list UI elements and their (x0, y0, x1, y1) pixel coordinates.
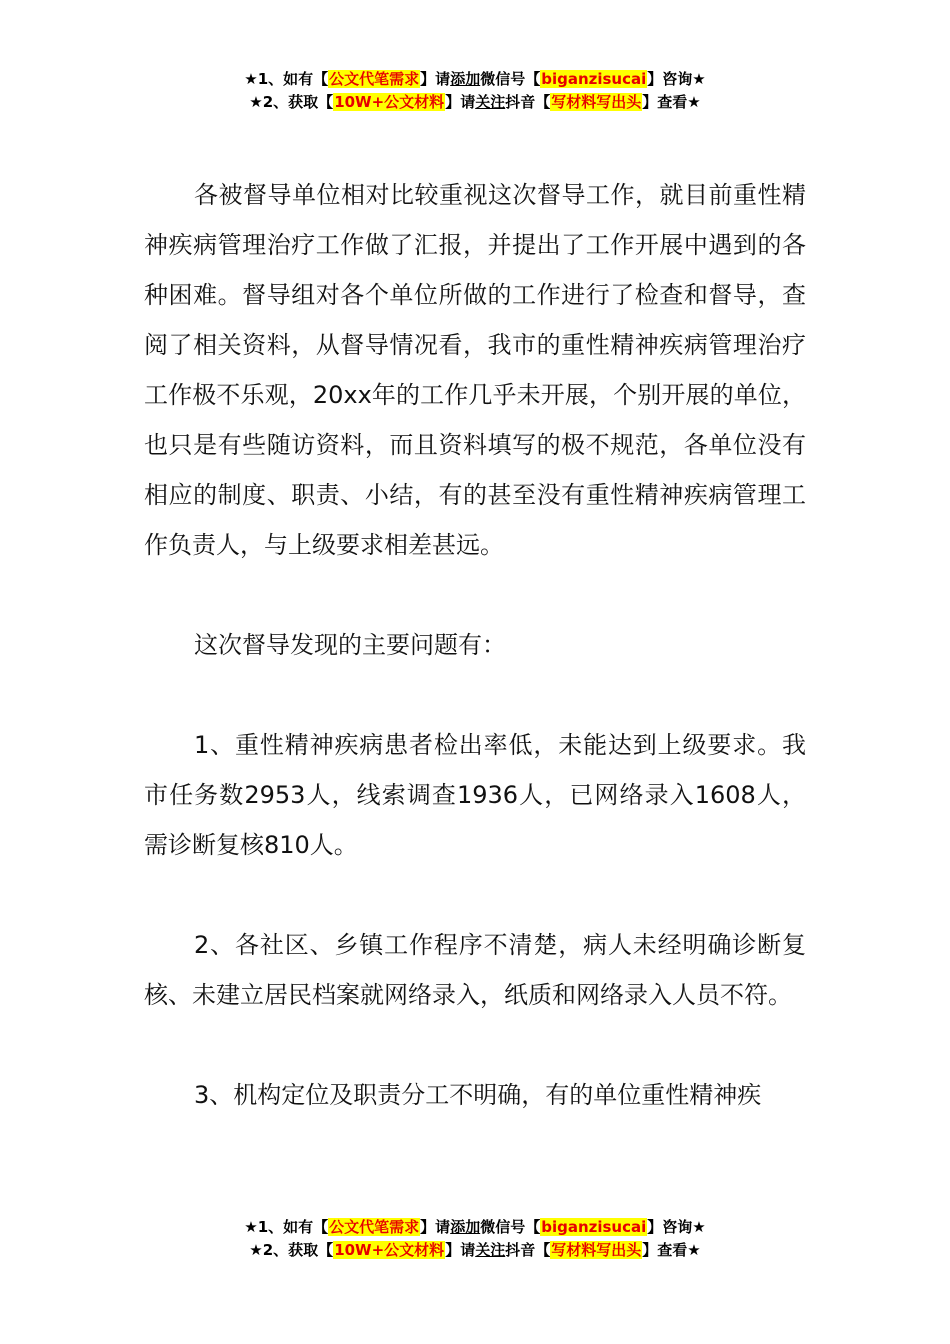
paragraph-spacer (144, 1020, 806, 1070)
banner-underline: 添加 (450, 1218, 481, 1236)
banner-text: 】咨询★ (647, 1218, 706, 1236)
footer-banner (0, 1216, 950, 1262)
banner-highlight: 写材料写出头 (551, 93, 642, 111)
banner-highlight: 公文代笔需求 (329, 70, 420, 88)
banner-text: 微信号【 (480, 70, 541, 88)
banner-highlight: biganzisucai (541, 1218, 647, 1236)
banner-text: 】请 (445, 93, 476, 111)
banner-line-2 (0, 1239, 950, 1262)
banner-underline: 关注 (475, 1241, 506, 1259)
banner-text: 】查看★ (642, 93, 701, 111)
header-banner (0, 68, 950, 114)
paragraph-findings-summary: 各被督导单位相对比较重视这次督导工作，就目前重性精神疾病管理治疗工作做了汇报，并提出了工作开展中遇到的各种困难。督导组对各个单位所做的工作进行了检查和督导，查阅了相关资料，从督导情况看，我市的重性精神疾病管理治疗工作极不乐观，20xx年的工作几乎未开展，个别开展的单位，也只是有些随访资料，而且资料填写的极不规范，各单位没有相应的制度、职责、小结，有的甚至没有重性精神疾病管理工作负责人，与上级要求相差甚远。 (144, 181, 806, 559)
paragraph-spacer (144, 570, 806, 620)
banner-text: 】请 (445, 1241, 476, 1259)
banner-text: 】查看★ (642, 1241, 701, 1259)
paragraph-spacer (144, 870, 806, 920)
banner-text: 抖音【 (505, 1241, 551, 1259)
banner-text: 】请 (420, 1218, 451, 1236)
banner-underline: 添加 (450, 70, 481, 88)
banner-text: ★1、如有【 (244, 1218, 329, 1236)
banner-text: ★1、如有【 (244, 70, 329, 88)
banner-highlight: 写材料写出头 (551, 1241, 642, 1259)
banner-highlight: 公文代笔需求 (329, 1218, 420, 1236)
banner-highlight: biganzisucai (541, 70, 647, 88)
banner-text: 抖音【 (505, 93, 551, 111)
banner-line-1 (0, 1216, 950, 1239)
banner-text: ★2、获取【 (249, 1241, 334, 1259)
banner-line-2 (0, 91, 950, 114)
paragraph-problem-1: 1、重性精神疾病患者检出率低，未能达到上级要求。我市任务数2953人，线索调查1936人，已网络录入1608人，需诊断复核810人。 (144, 731, 806, 859)
document-body (144, 170, 806, 1120)
banner-text: ★2、获取【 (249, 93, 334, 111)
banner-underline: 关注 (475, 93, 506, 111)
paragraph-problem-3: 3、机构定位及职责分工不明确，有的单位重性精神疾 (194, 1081, 762, 1109)
banner-text: 微信号【 (480, 1218, 541, 1236)
banner-highlight: 10W+公文材料 (334, 93, 445, 111)
banner-text: 】咨询★ (647, 70, 706, 88)
banner-text: 】请 (420, 70, 451, 88)
paragraph-problems-heading: 这次督导发现的主要问题有： (194, 631, 506, 659)
banner-line-1 (0, 68, 950, 91)
banner-highlight: 10W+公文材料 (334, 1241, 445, 1259)
paragraph-spacer (144, 670, 806, 720)
paragraph-problem-2: 2、各社区、乡镇工作程序不清楚，病人未经明确诊断复核、未建立居民档案就网络录入，纸质和网络录入人员不符。 (144, 931, 806, 1009)
